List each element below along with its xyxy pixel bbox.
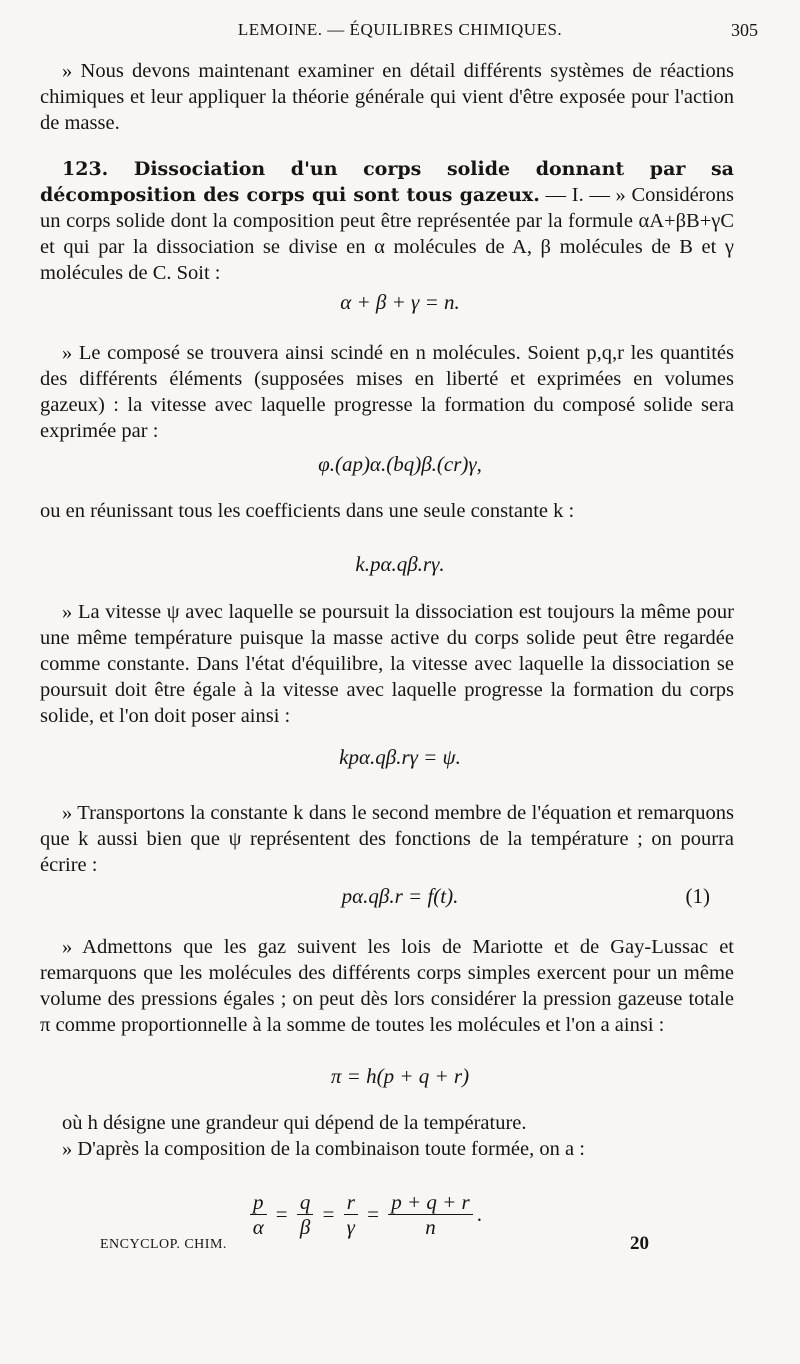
paragraph-constant: ou en réunissant tous les coefficients dans une seule constante k :: [40, 500, 575, 522]
formula-equilibrium: kpα.qβ.rγ = ψ.: [339, 745, 461, 769]
paragraph-transport: » Transportons la constante k dans le second membre de l'équation et remarquons que k aussi bien que ψ représentent des fonctions de la température ; on pourra écrire :: [40, 802, 734, 876]
formula-velocity: φ.(ap)α.(bq)β.(cr)γ,: [318, 452, 482, 476]
equation-number: (1): [685, 884, 710, 908]
paragraph-h: où h désigne une grandeur qui dépend de la température.: [62, 1112, 527, 1134]
section-title: 123. Dissociation d'un corps solide donnant par sa décomposition des corps qui sont tous gazeux.: [40, 158, 734, 206]
fraction-q-beta: $\frac{q}{\beta}$: [297, 1190, 314, 1239]
fraction-r-gamma: $\frac{r}{\gamma}$: [344, 1190, 358, 1239]
paragraph-intro: » Nous devons maintenant examiner en détail différents systèmes de réactions chimiques et leur appliquer la théorie générale qui vient d'être exposée pour l'action de masse.: [40, 60, 734, 134]
paragraph-composition: » D'après la composition de la combinaison toute formée, on a :: [62, 1138, 585, 1160]
formula-ratios: $\frac{p}{\alpha}$ = $\frac{q}{\beta}$ = $\frac{r}{\gamma}$ = $\frac{p + q + r}{n}$ .: [250, 1190, 486, 1239]
fraction-p-alpha: $\frac{p}{\alpha}$: [250, 1190, 267, 1239]
paragraph-dissociation: » La vitesse ψ avec laquelle se poursuit la dissociation est toujours la même pour une même température puisque la masse active du corps solide peut être regardée comme constante. Dans l'état d'équilibre, la vitesse avec laquelle la dissociation se poursuit doit être égale à la vitesse avec laquelle progresse la formation du corps solide, et l'on doit poser ainsi :: [40, 601, 734, 727]
page-number: 305: [731, 20, 758, 40]
footer-sheet-number: 20: [630, 1233, 649, 1254]
formula-sum: α + β + γ = n.: [340, 290, 460, 314]
section-123: [40, 156, 734, 286]
section-text: — I. — » Considérons un corps solide dont la composition peut être représentée par la formule αA+βB+γC et qui par la dissociation se divise en α molécules de A, β molécules de B et γ molécules de C. Soit :: [40, 184, 734, 284]
running-title: LEMOINE. — ÉQUILIBRES CHIMIQUES.: [237, 20, 563, 39]
paragraph-compose: » Le composé se trouvera ainsi scindé en n molécules. Soient p,q,r les quantités des différents éléments (supposées mises en liberté et exprimées en volumes gazeux) : la vitesse avec laquelle progresse la formation du composé solide sera exprimée par :: [40, 342, 734, 442]
footer-signature: ENCYCLOP. CHIM.: [100, 1237, 227, 1252]
formula-ft: pα.qβ.r = f(t).: [341, 884, 459, 908]
formula-k: k.pα.qβ.rγ.: [355, 552, 445, 576]
paragraph-gas-laws: » Admettons que les gaz suivent les lois de Mariotte et de Gay-Lussac et remarquons que les molécules des différents corps simples exercent pour un même volume des pressions égales ; on peut dès lors considérer la pression gazeuse totale π comme proportionnelle à la somme de toutes les molécules et l'on a ainsi :: [40, 936, 734, 1036]
formula-pressure: π = h(p + q + r): [330, 1064, 470, 1088]
fraction-sum-n: $\frac{p + q + r}{n}$: [388, 1190, 473, 1239]
